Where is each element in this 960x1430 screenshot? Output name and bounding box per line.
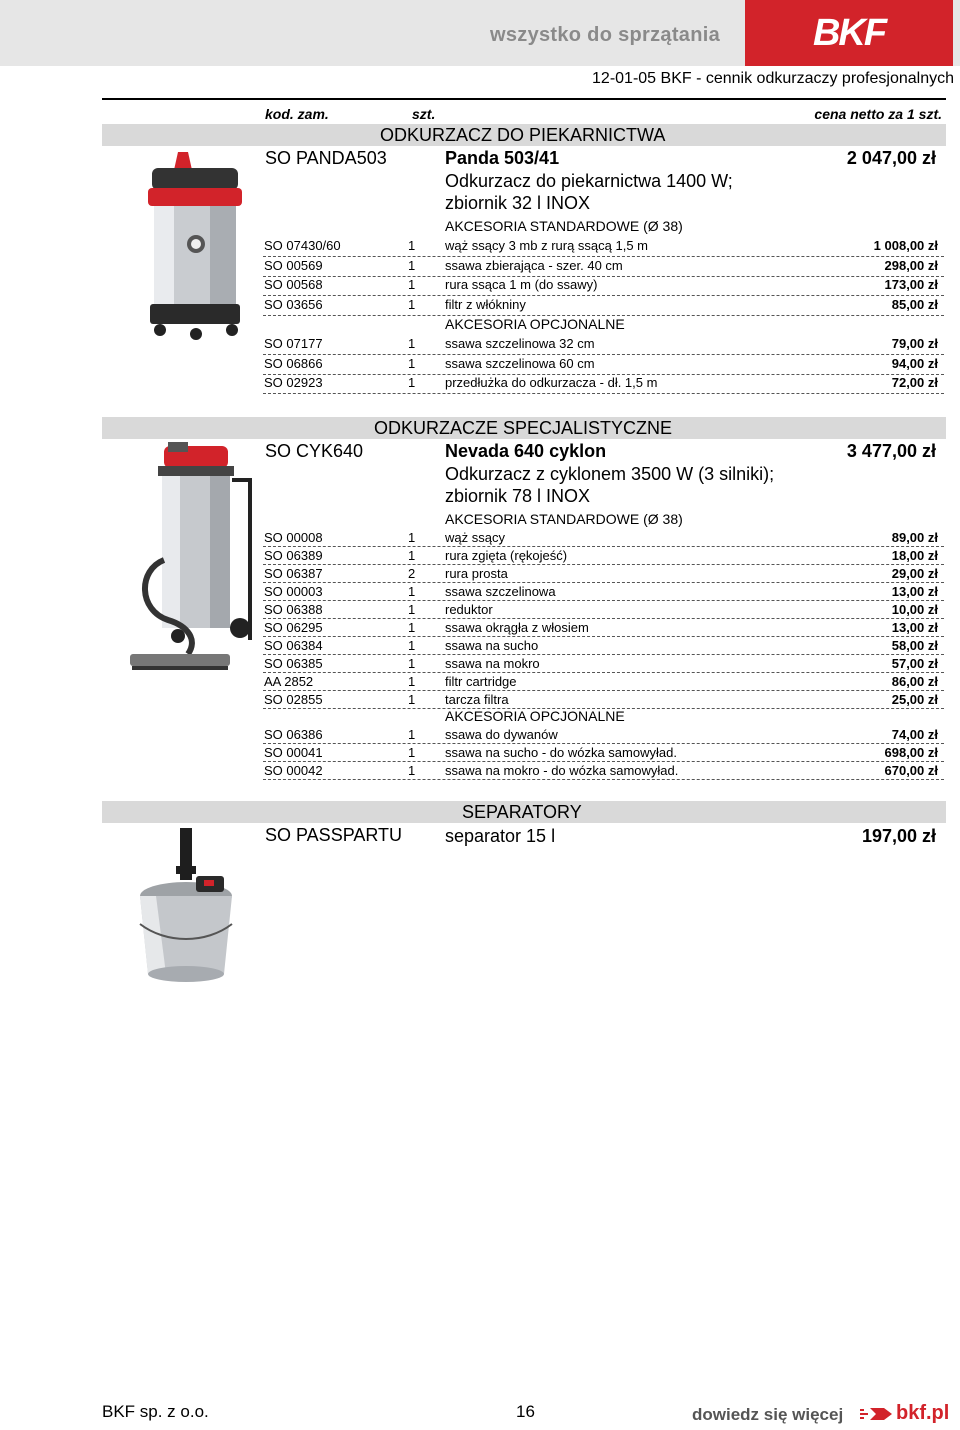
item-code: SO 06388 — [264, 602, 323, 617]
section-bar-separators — [102, 801, 946, 823]
product-description-line: Odkurzacz do piekarnictwa 1400 W; — [445, 171, 733, 191]
item-price: 29,00 zł — [891, 566, 938, 581]
item-qty: 1 — [408, 258, 416, 273]
section-title: ODKURZACZE SPECJALISTYCZNE — [374, 418, 673, 438]
item-qty: 1 — [408, 277, 416, 292]
section-bar-bakery — [102, 124, 946, 146]
table-row — [263, 692, 944, 709]
item-price: 57,00 zł — [891, 656, 938, 671]
item-qty: 1 — [408, 674, 416, 689]
item-price: 74,00 zł — [891, 727, 938, 742]
item-code: SO 00003 — [264, 584, 323, 599]
optional-accessories-label: AKCESORIA OPCJONALNE — [445, 708, 625, 724]
item-price: 86,00 zł — [891, 674, 938, 689]
bakery-vacuum-image — [140, 148, 250, 344]
item-qty: 1 — [408, 656, 416, 671]
item-code: SO 06386 — [264, 727, 323, 742]
item-code: SO 06387 — [264, 566, 323, 581]
product-name: Panda 503/41 — [445, 148, 560, 168]
tagline: wszystko do sprzątania — [490, 24, 720, 46]
item-price: 173,00 zł — [884, 277, 938, 292]
item-price: 10,00 zł — [891, 602, 938, 617]
product-code: SO PANDA503 — [265, 148, 387, 168]
item-qty: 1 — [408, 375, 416, 390]
section-title: ODKURZACZ DO PIEKARNICTWA — [380, 125, 666, 145]
item-code: SO 06295 — [264, 620, 323, 635]
table-row — [263, 277, 944, 296]
standard-accessories-label: AKCESORIA STANDARDOWE (Ø 38) — [445, 511, 683, 527]
item-description: rura prosta — [445, 566, 508, 581]
column-header-price: cena netto za 1 szt. — [814, 106, 942, 122]
column-header-code: kod. zam. — [265, 106, 329, 122]
item-qty: 1 — [408, 584, 416, 599]
item-price: 79,00 zł — [891, 336, 938, 351]
item-description: filtr cartridge — [445, 674, 517, 689]
item-price: 25,00 zł — [891, 692, 938, 707]
standard-accessories-label: AKCESORIA STANDARDOWE (Ø 38) — [445, 218, 683, 234]
optional-accessories-label: AKCESORIA OPCJONALNE — [445, 316, 625, 332]
product-description-line: zbiornik 32 l INOX — [445, 193, 591, 213]
item-description: przedłużka do odkurzacza - dł. 1,5 m — [445, 375, 658, 390]
item-description: rura ssąca 1 m (do ssawy) — [445, 277, 598, 292]
product-name: separator 15 l — [445, 826, 556, 846]
item-code: SO 03656 — [264, 297, 323, 312]
item-code: SO 06389 — [264, 548, 323, 563]
footer-company: BKF sp. z o.o. — [102, 1402, 209, 1421]
item-code: SO 00041 — [264, 745, 323, 760]
product-price: 197,00 zł — [861, 826, 936, 846]
item-description: ssawa na mokro - do wózka samowyład. — [445, 763, 679, 778]
section-bar-specialist — [102, 417, 946, 439]
item-description: ssawa okrągła z włosiem — [445, 620, 589, 635]
item-qty: 1 — [408, 620, 416, 635]
table-row — [263, 656, 944, 673]
item-qty: 1 — [408, 548, 416, 563]
table-row — [263, 566, 944, 583]
item-code: SO 06385 — [264, 656, 323, 671]
item-code: SO 02855 — [264, 692, 323, 707]
item-price: 698,00 zł — [884, 745, 938, 760]
item-description: ssawa zbierająca - szer. 40 cm — [445, 258, 623, 273]
item-code: SO 00568 — [264, 277, 323, 292]
logo-text: BKF — [812, 11, 886, 54]
item-code: SO 00042 — [264, 763, 323, 778]
product-description-line: zbiornik 78 l INOX — [445, 486, 591, 506]
item-code: SO 06866 — [264, 356, 323, 371]
product-description-line: Odkurzacz z cyklonem 3500 W (3 silniki); — [445, 464, 775, 484]
table-row — [263, 727, 944, 744]
item-qty: 1 — [408, 336, 416, 351]
item-price: 85,00 zł — [891, 297, 938, 312]
item-price: 18,00 zł — [891, 548, 938, 563]
table-row — [263, 584, 944, 601]
table-row — [263, 356, 944, 375]
item-price: 13,00 zł — [891, 584, 938, 599]
product-price: 2 047,00 zł — [846, 148, 936, 168]
item-qty: 1 — [408, 238, 416, 253]
item-code: SO 02923 — [264, 375, 323, 390]
item-qty: 1 — [408, 638, 416, 653]
item-description: ssawa do dywanów — [445, 727, 558, 742]
item-code: SO 07177 — [264, 336, 323, 351]
item-code: SO 07430/60 — [264, 238, 341, 253]
item-description: ssawa na sucho — [445, 638, 539, 653]
column-header-qty: szt. — [412, 106, 436, 122]
item-price: 89,00 zł — [891, 530, 938, 545]
table-row — [263, 530, 944, 547]
item-price: 670,00 zł — [884, 763, 938, 778]
section-title: SEPARATORY — [462, 802, 582, 822]
item-qty: 1 — [408, 763, 416, 778]
item-qty: 1 — [408, 356, 416, 371]
product-name: Nevada 640 cyklon — [445, 441, 607, 461]
footer-slogan: dowiedz się więcej — [692, 1405, 844, 1424]
item-description: ssawa szczelinowa 60 cm — [445, 356, 595, 371]
bkf-logo — [745, 0, 953, 66]
item-code: SO 00008 — [264, 530, 323, 545]
item-description: ssawa na mokro — [445, 656, 540, 671]
cyclone-vacuum-image — [128, 440, 260, 680]
separator-image — [136, 826, 240, 984]
item-qty: 1 — [408, 727, 416, 742]
item-qty: 2 — [408, 566, 416, 581]
table-row — [263, 602, 944, 619]
item-description: filtr z włókniny — [445, 297, 526, 312]
item-code: SO 00569 — [264, 258, 323, 273]
item-description: tarcza filtra — [445, 692, 509, 707]
item-description: ssawa na sucho - do wózka samowyład. — [445, 745, 677, 760]
item-description: wąż ssący — [445, 530, 505, 545]
item-description: ssawa szczelinowa 32 cm — [445, 336, 595, 351]
item-price: 298,00 zł — [884, 258, 938, 273]
item-code: SO 06384 — [264, 638, 323, 653]
item-qty: 1 — [408, 530, 416, 545]
item-qty: 1 — [408, 692, 416, 707]
product-code: SO CYK640 — [265, 441, 364, 461]
product-price: 3 477,00 zł — [846, 441, 936, 461]
item-price: 1 008,00 zł — [873, 238, 938, 253]
table-row — [263, 763, 944, 780]
table-row — [263, 238, 944, 257]
item-description: ssawa szczelinowa — [445, 584, 556, 599]
document-title: 12-01-05 BKF - cennik odkurzaczy profesjonalnych — [592, 70, 954, 87]
table-row — [263, 297, 944, 316]
website-link[interactable]: bkf.pl — [896, 1402, 950, 1424]
table-row — [263, 375, 944, 394]
item-qty: 1 — [408, 297, 416, 312]
product-code: SO PASSPARTU — [265, 825, 403, 845]
page-number: 16 — [516, 1402, 535, 1421]
header-rule — [102, 98, 946, 100]
item-price: 58,00 zł — [891, 638, 938, 653]
arrow-right-icon — [860, 1406, 894, 1422]
table-row — [263, 548, 944, 565]
item-description: rura zgięta (rękojeść) — [445, 548, 568, 563]
item-description: wąż ssący 3 mb z rurą ssącą 1,5 m — [445, 238, 649, 253]
table-row — [263, 638, 944, 655]
item-code: AA 2852 — [264, 674, 314, 689]
item-price: 94,00 zł — [891, 356, 938, 371]
item-qty: 1 — [408, 745, 416, 760]
table-row — [263, 336, 944, 355]
item-description: reduktor — [445, 602, 493, 617]
table-row — [263, 258, 944, 277]
table-row — [263, 620, 944, 637]
item-price: 13,00 zł — [891, 620, 938, 635]
item-qty: 1 — [408, 602, 416, 617]
table-row — [263, 745, 944, 762]
table-row — [263, 674, 944, 691]
item-price: 72,00 zł — [891, 375, 938, 390]
